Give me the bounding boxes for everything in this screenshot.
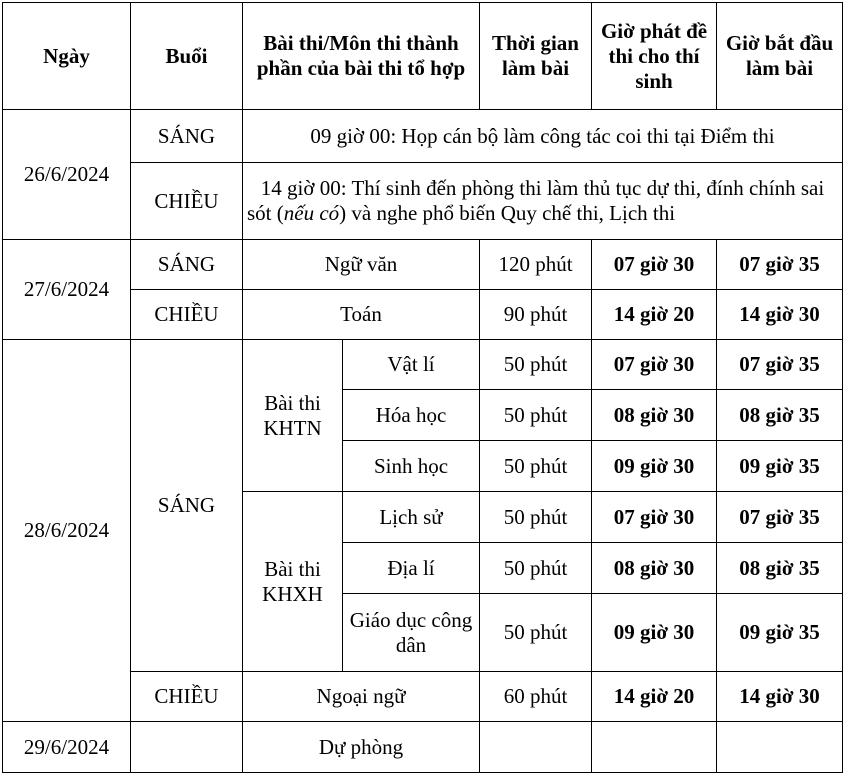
table-row — [3, 340, 843, 390]
table-row — [3, 110, 843, 163]
duration-cell: 50 phút — [480, 340, 592, 390]
subject-cell: Hóa học — [343, 390, 480, 441]
note-cell — [243, 163, 843, 240]
distribute-time-cell: 14 giờ 20 — [592, 672, 717, 722]
subject-cell: Giáo dục công dân — [343, 594, 480, 672]
header-gio-phat: Giờ phát đề thi cho thí sinh — [592, 3, 717, 110]
distribute-time-cell: 08 giờ 30 — [592, 390, 717, 441]
start-time-cell — [717, 722, 843, 773]
date-cell: 26/6/2024 — [3, 110, 131, 240]
start-time-cell: 08 giờ 35 — [717, 390, 843, 441]
subject-cell: Dự phòng — [243, 722, 480, 773]
session-cell: CHIỀU — [131, 163, 243, 240]
start-time-cell: 09 giờ 35 — [717, 441, 843, 492]
subject-cell: Địa lí — [343, 543, 480, 594]
subject-cell: Vật lí — [343, 340, 480, 390]
distribute-time-cell: 09 giờ 30 — [592, 441, 717, 492]
duration-cell: 50 phút — [480, 441, 592, 492]
duration-cell: 50 phút — [480, 594, 592, 672]
distribute-time-cell — [592, 722, 717, 773]
distribute-time-cell: 09 giờ 30 — [592, 594, 717, 672]
duration-cell: 90 phút — [480, 290, 592, 340]
duration-cell: 50 phút — [480, 543, 592, 594]
header-mon-thi: Bài thi/Môn thi thành phần của bài thi tổ hợp — [243, 3, 480, 110]
note-cell: 09 giờ 00: Họp cán bộ làm công tác coi thi tại Điểm thi — [243, 110, 843, 163]
duration-cell: 60 phút — [480, 672, 592, 722]
note-text: ) và nghe phổ biến Quy chế thi, Lịch thi — [339, 201, 676, 225]
start-time-cell: 14 giờ 30 — [717, 672, 843, 722]
session-cell: SÁNG — [131, 110, 243, 163]
duration-cell: 50 phút — [480, 492, 592, 543]
table-row — [3, 722, 843, 773]
distribute-time-cell: 07 giờ 30 — [592, 492, 717, 543]
start-time-cell: 14 giờ 30 — [717, 290, 843, 340]
date-cell: 28/6/2024 — [3, 340, 131, 722]
date-cell: 27/6/2024 — [3, 240, 131, 340]
distribute-time-cell: 08 giờ 30 — [592, 543, 717, 594]
session-cell: CHIỀU — [131, 290, 243, 340]
header-buoi: Buổi — [131, 3, 243, 110]
date-cell: 29/6/2024 — [3, 722, 131, 773]
duration-cell — [480, 722, 592, 773]
subject-cell: Lịch sử — [343, 492, 480, 543]
header-ngay: Ngày — [3, 3, 131, 110]
note-text: 14 giờ 00: Thí sinh đến phòng thi làm thủ tục dự thi, đính chính sai sót ( — [247, 176, 825, 225]
header-gio-bat-dau: Giờ bắt đầu làm bài — [717, 3, 843, 110]
table-row — [3, 240, 843, 290]
group-cell: Bài thi KHTN — [243, 340, 343, 492]
header-row — [3, 3, 843, 110]
start-time-cell: 07 giờ 35 — [717, 492, 843, 543]
exam-schedule-table — [2, 2, 843, 773]
session-cell — [131, 722, 243, 773]
session-cell: SÁNG — [131, 340, 243, 672]
subject-cell: Ngữ văn — [243, 240, 480, 290]
start-time-cell: 07 giờ 35 — [717, 240, 843, 290]
start-time-cell: 09 giờ 35 — [717, 594, 843, 672]
session-cell: CHIỀU — [131, 672, 243, 722]
distribute-time-cell: 07 giờ 30 — [592, 240, 717, 290]
group-cell: Bài thi KHXH — [243, 492, 343, 672]
distribute-time-cell: 07 giờ 30 — [592, 340, 717, 390]
subject-cell: Ngoại ngữ — [243, 672, 480, 722]
subject-cell: Toán — [243, 290, 480, 340]
note-italic: nếu có — [283, 201, 340, 225]
start-time-cell: 07 giờ 35 — [717, 340, 843, 390]
start-time-cell: 08 giờ 35 — [717, 543, 843, 594]
session-cell: SÁNG — [131, 240, 243, 290]
duration-cell: 50 phút — [480, 390, 592, 441]
distribute-time-cell: 14 giờ 20 — [592, 290, 717, 340]
duration-cell: 120 phút — [480, 240, 592, 290]
header-thoi-gian: Thời gian làm bài — [480, 3, 592, 110]
subject-cell: Sinh học — [343, 441, 480, 492]
